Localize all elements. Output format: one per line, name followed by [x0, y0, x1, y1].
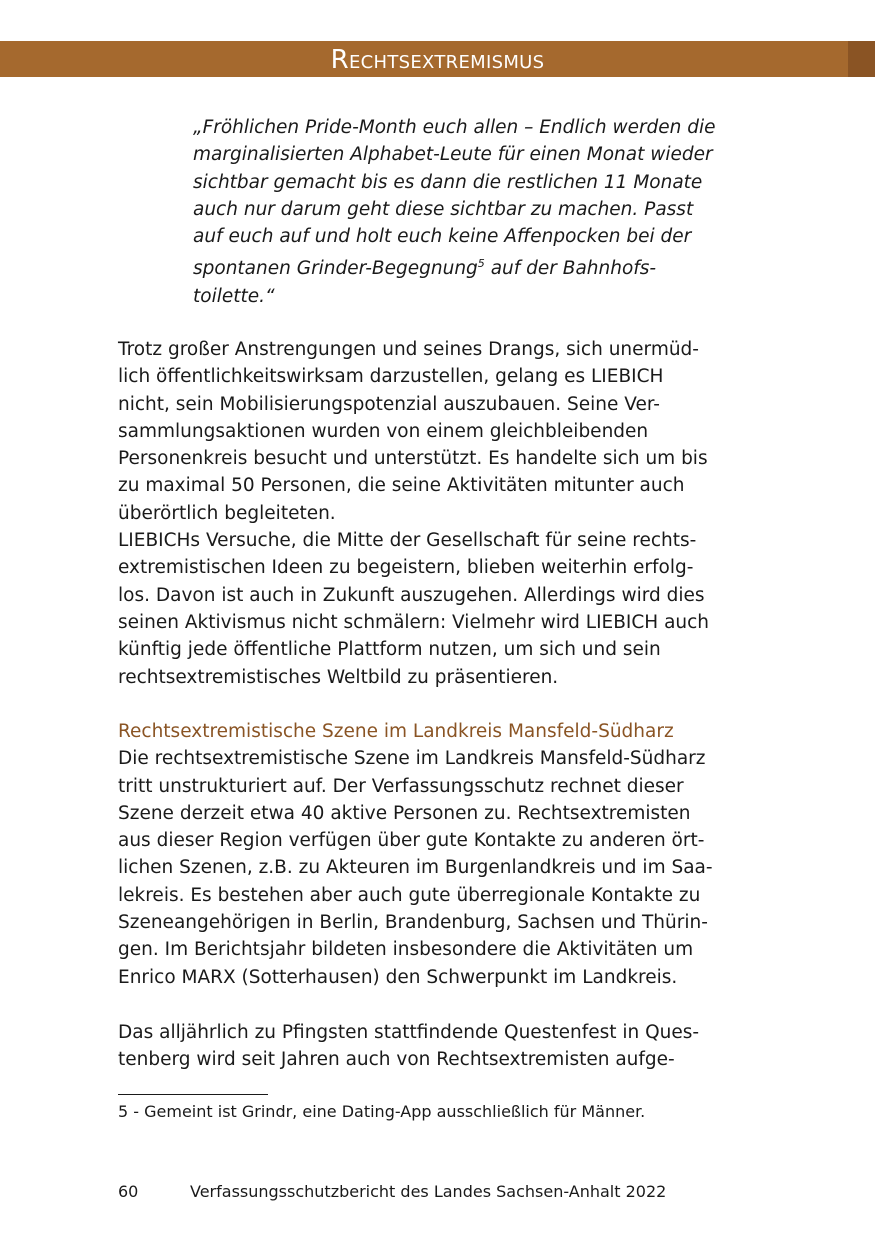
quote-line: toilette.“: [193, 285, 275, 307]
body-paragraph-questenfest: [118, 1019, 763, 1074]
body-line: lichen Szenen, z.B. zu Akteuren im Burgenlandkreis und im Saa-: [118, 857, 713, 879]
footnote-reference[interactable]: 5: [477, 257, 485, 271]
body-line: Enrico MARX (Sotterhausen) den Schwerpunkt im Landkreis.: [118, 966, 678, 988]
footnote-text: 5 - Gemeint ist Grindr, eine Dating-App ausschließlich für Männer.: [118, 1102, 646, 1121]
body-line: Szene derzeit etwa 40 aktive Personen zu. Rechtsextremisten: [118, 802, 691, 824]
section-heading: Rechtsextremistische Szene im Landkreis Mansfeld-Südharz: [118, 721, 674, 742]
body-line: Das alljährlich zu Pfingsten stattfindende Questenfest in Ques-: [118, 1022, 700, 1043]
body-line: tritt unstrukturiert auf. Der Verfassungsschutz rechnet dieser: [118, 775, 684, 797]
body-line: gen. Im Berichtsjahr bildeten insbesondere die Aktivitäten um: [118, 939, 694, 961]
chapter-title: Rechtsextremismus: [330, 45, 545, 75]
body-line: nicht, sein Mobilisierungspotenzial auszubauen. Seine Ver-: [118, 393, 660, 415]
body-line: rechtsextremistisches Weltbild zu präsentieren.: [118, 666, 559, 688]
quote-line-part: spontanen Grinder-Begegnung: [193, 258, 478, 280]
body-line: tenberg wird seit Jahren auch von Rechtsextremisten aufge-: [118, 1049, 675, 1071]
quote-line: auf euch auf und holt euch keine Affenpocken bei der: [193, 226, 692, 248]
chapter-header-band: [0, 41, 875, 77]
quote-line-part: auf der Bahnhofs-: [490, 258, 657, 280]
body-paragraph-liebich: [118, 336, 763, 691]
quote-line: sichtbar gemacht bis es dann die restlichen 11 Monate: [193, 171, 703, 193]
body-line: überörtlich begleiteten.: [118, 502, 336, 524]
body-line: sammlungsaktionen wurden von einem gleichbleibenden: [118, 420, 649, 442]
body-line: Trotz großer Anstrengungen und seines Drangs, sich unermüd-: [118, 339, 699, 360]
body-line: Szeneangehörigen in Berlin, Brandenburg, Sachsen und Thürin-: [118, 912, 708, 934]
block-quote: [193, 114, 758, 310]
footnote-divider: [118, 1094, 268, 1095]
body-line: seinen Aktivismus nicht schmälern: Vielmehr wird LIEBICH auch: [118, 611, 710, 633]
quote-line: auch nur darum geht diese sichtbar zu machen. Passt: [193, 198, 694, 220]
body-line: aus dieser Region verfügen über gute Kontakte zu anderen ört-: [118, 830, 705, 852]
quote-line: „Fröhlichen Pride-Month euch allen – Endlich werden die: [193, 117, 716, 138]
body-line: extremistischen Ideen zu begeistern, blieben weiterhin erfolg-: [118, 557, 694, 579]
body-line: lekreis. Es bestehen aber auch gute überregionale Kontakte zu: [118, 884, 701, 906]
body-line: Die rechtsextremistische Szene im Landkreis Mansfeld-Südharz: [118, 748, 706, 770]
body-line: los. Davon ist auch in Zukunft auszugehen. Allerdings wird dies: [118, 584, 705, 606]
publication-title: Verfassungsschutzbericht des Landes Sachsen-Anhalt 2022: [190, 1182, 667, 1201]
page-number: 60: [118, 1182, 139, 1201]
body-line: LIEBICHs Versuche, die Mitte der Gesellschaft für seine rechts-: [118, 530, 697, 552]
quote-line: [193, 250, 758, 282]
section-mansfeld-suedharz: [118, 718, 763, 991]
body-line: künftig jede öffentliche Plattform nutzen, um sich und sein: [118, 639, 661, 661]
body-line: lich öffentlichkeitswirksam darzustellen, gelang es LIEBICH: [118, 366, 664, 388]
body-line: zu maximal 50 Personen, die seine Aktivitäten mitunter auch: [118, 475, 685, 497]
body-line: Personenkreis besucht und unterstützt. Es handelte sich um bis: [118, 448, 708, 470]
quote-line: marginalisierten Alphabet-Leute für einen Monat wieder: [193, 144, 713, 166]
